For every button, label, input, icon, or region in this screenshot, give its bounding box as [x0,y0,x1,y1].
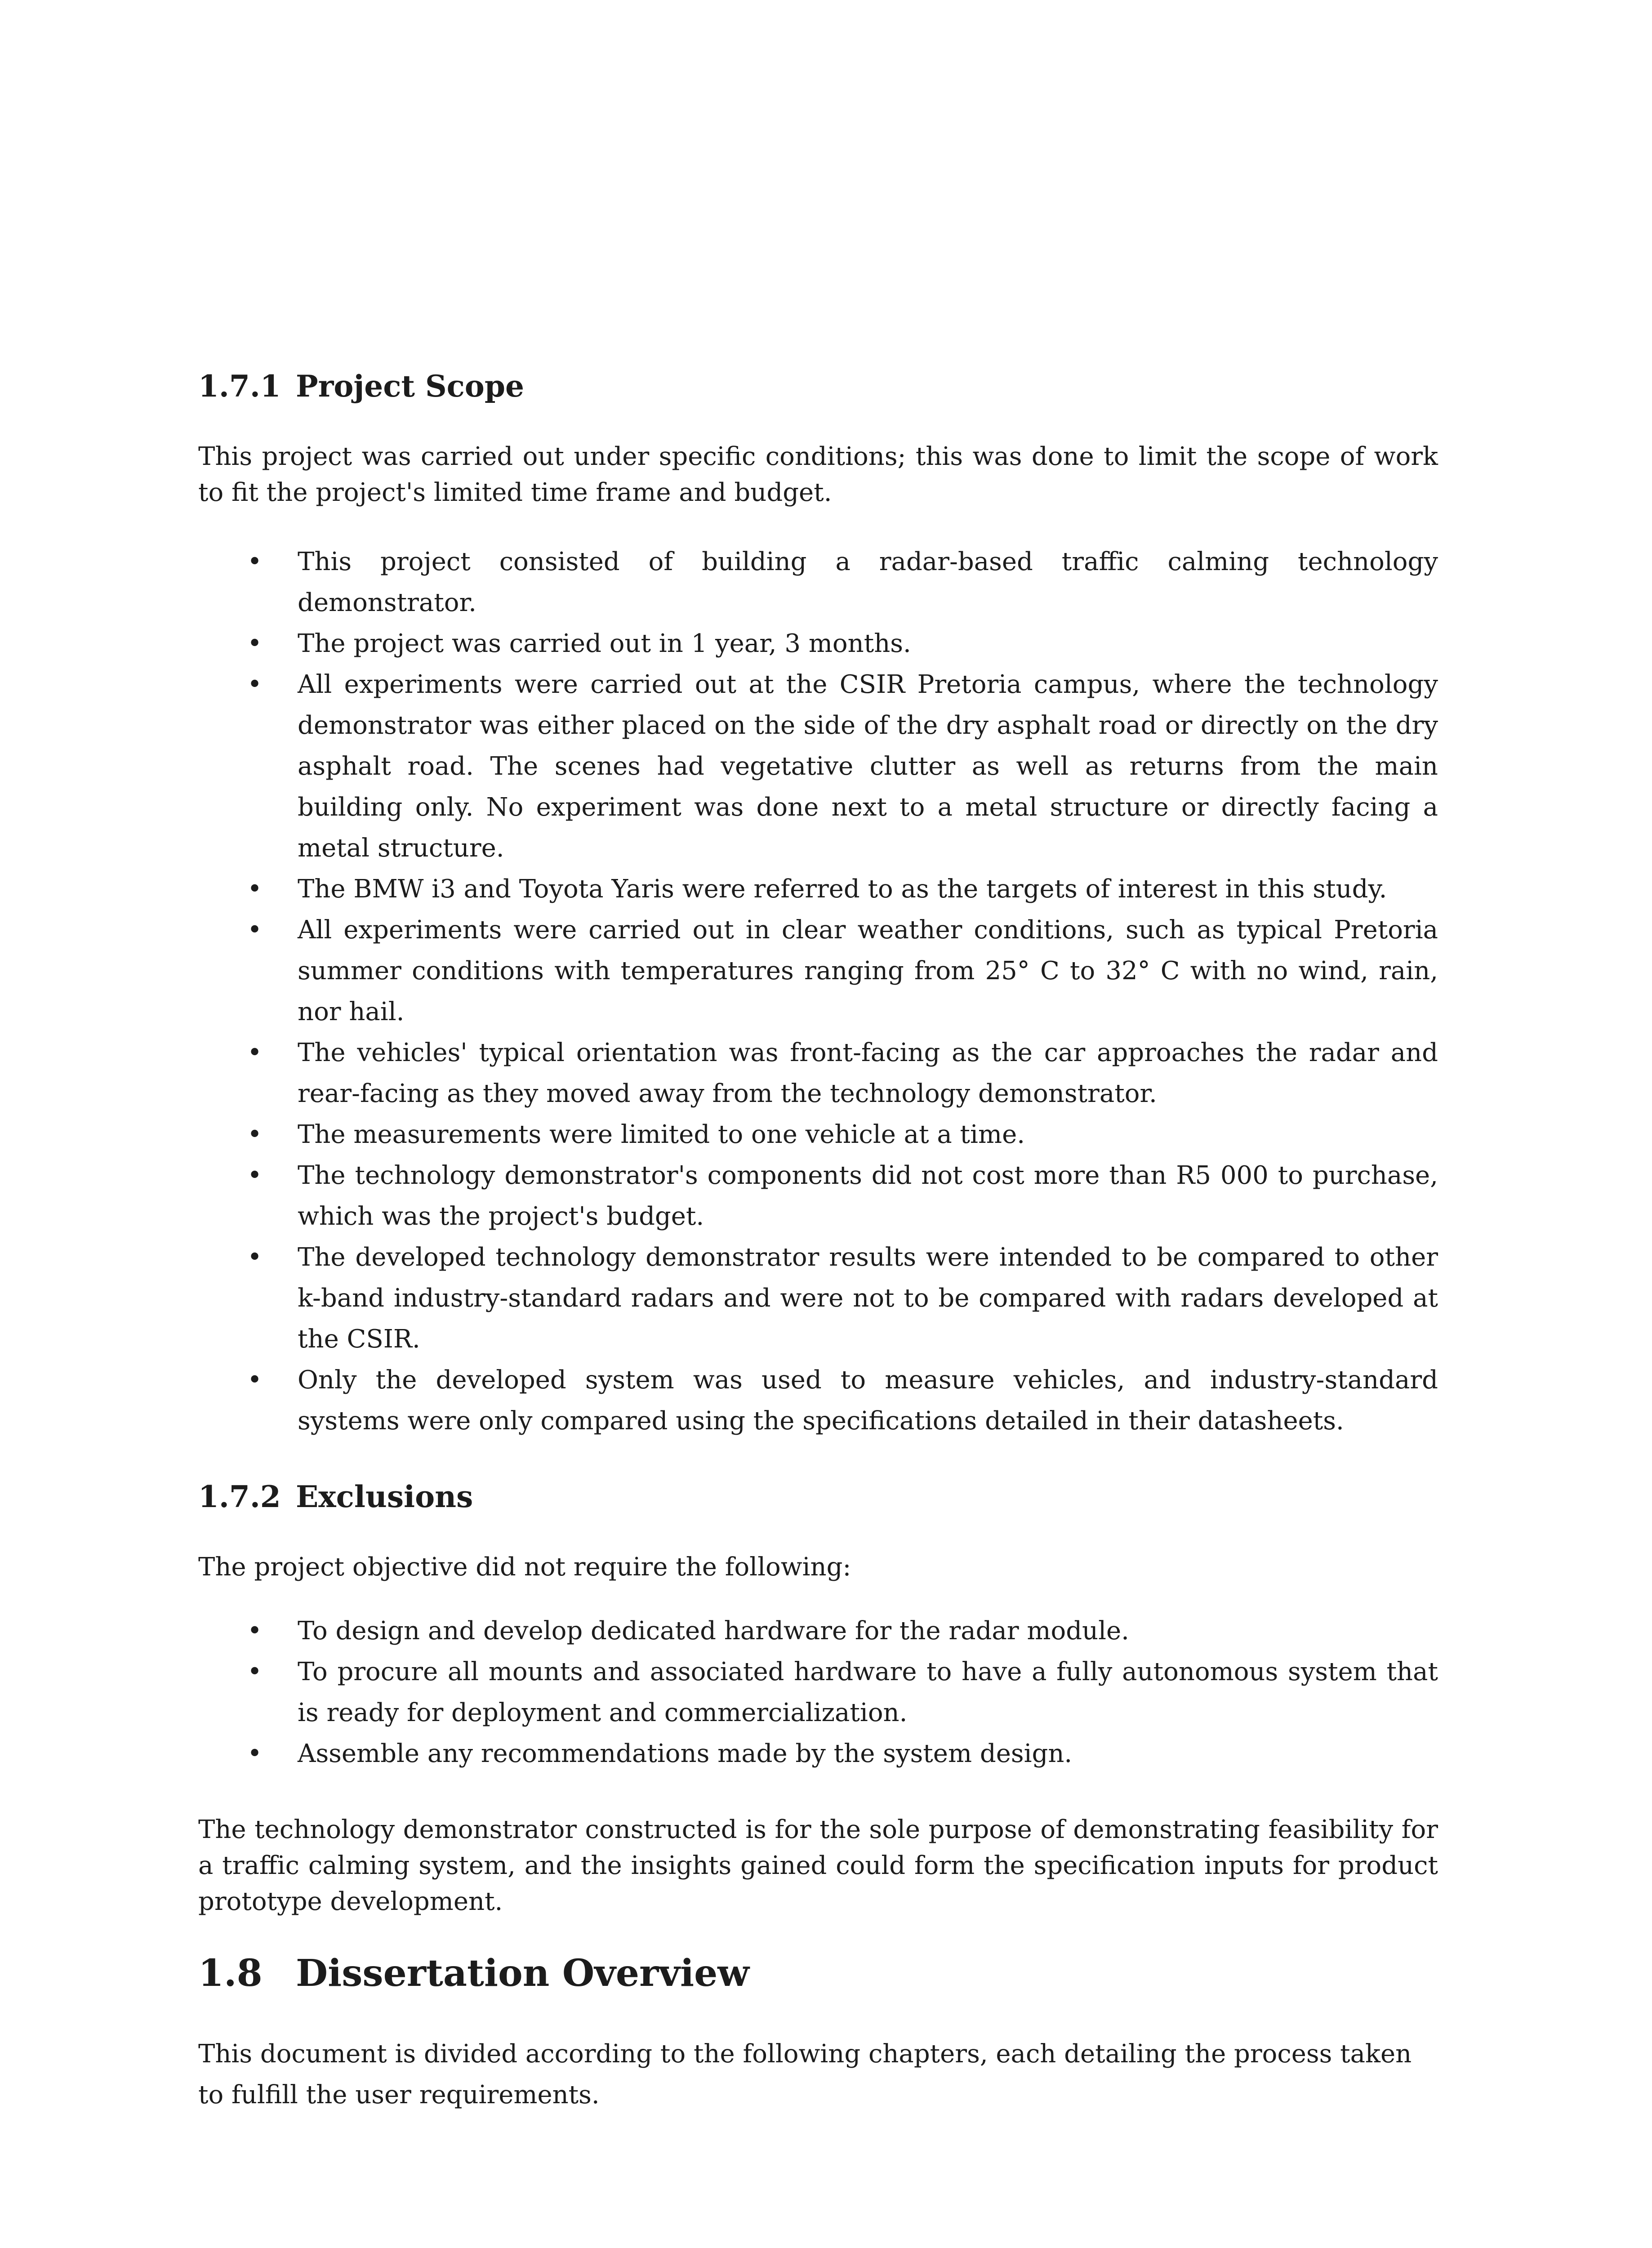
section-heading-exclusions [198,1479,1438,1515]
section-heading-dissertation-overview [198,1951,1438,1995]
list-item: • The project was carried out in 1 year, 3 months. [298,623,1438,664]
list-item: • Only the developed system was used to measure vehicles, and industry-standard systems were only compared using the specifications detailed in their datasheets. [298,1360,1438,1441]
bullet-icon: • [247,1739,263,1769]
bullet-icon: • [247,1365,263,1395]
bullet-icon: • [247,1038,263,1068]
list-item: • Assemble any recommendations made by the system design. [298,1733,1438,1774]
exclusions-list [198,1610,1438,1774]
bullet-icon: • [247,874,263,904]
exclusions-intro: The project objective did not require the following: [198,1552,851,1582]
project-scope-list [198,541,1438,1441]
list-item: • To design and develop dedicated hardware for the radar module. [298,1610,1438,1651]
section-title: Dissertation Overview [296,1952,749,1995]
list-item: • All experiments were carried out at the CSIR Pretoria campus, where the technology demonstrator was either placed on the side of the dry asphalt road or directly on the dry asphalt road. The scenes had vegetative clutter as well as returns from the main building only. No experiment was done next to a metal structure or directly facing a metal structure. [298,664,1438,869]
bullet-icon: • [247,1120,263,1150]
section-number: 1.7.2 [198,1479,281,1515]
bullet-icon: • [247,1243,263,1272]
section-title: Exclusions [296,1479,473,1515]
list-item: • The BMW i3 and Toyota Yaris were referred to as the targets of interest in this study. [298,869,1438,910]
section-heading-project-scope [198,369,1438,404]
bullet-icon: • [247,670,263,700]
project-scope-intro: This project was carried out under specific conditions; this was done to limit the scope of work to fit the project's limited time frame and budget. [198,442,1438,508]
dissertation-overview-body: This document is divided according to the following chapters, each detailing the process taken to fulfill the user requirements. [198,2039,1412,2110]
list-item: • To procure all mounts and associated hardware to have a fully autonomous system that is ready for deployment and commercialization. [298,1651,1438,1733]
section-number: 1.8 [198,1952,263,1995]
bullet-icon: • [247,1616,263,1646]
bullet-icon: • [247,1161,263,1191]
list-item: • This project consisted of building a radar-based traffic calming technology demonstrator. [298,541,1438,623]
bullet-icon: • [247,1657,263,1687]
list-item: • The developed technology demonstrator results were intended to be compared to other k-band industry-standard radars and were not to be compared with radars developed at the CSIR. [298,1237,1438,1360]
page-content [198,369,1438,2115]
section-number: 1.7.1 [198,369,281,404]
bullet-icon: • [247,547,263,577]
bullet-icon: • [247,915,263,945]
exclusions-closing: The technology demonstrator constructed is for the sole purpose of demonstrating feasibility for a traffic calming system, and the insights gained could form the specification inputs for product prototype development. [198,1815,1438,1917]
list-item: • The vehicles' typical orientation was front-facing as the car approaches the radar and rear-facing as they moved away from the technology demonstrator. [298,1032,1438,1114]
bullet-icon: • [247,629,263,659]
list-item: • All experiments were carried out in clear weather conditions, such as typical Pretoria summer conditions with temperatures ranging from 25° C to 32° C with no wind, rain, nor hail. [298,910,1438,1032]
list-item: • The measurements were limited to one vehicle at a time. [298,1114,1438,1155]
list-item: • The technology demonstrator's components did not cost more than R5 000 to purchase, which was the project's budget. [298,1155,1438,1237]
section-title: Project Scope [296,369,524,404]
